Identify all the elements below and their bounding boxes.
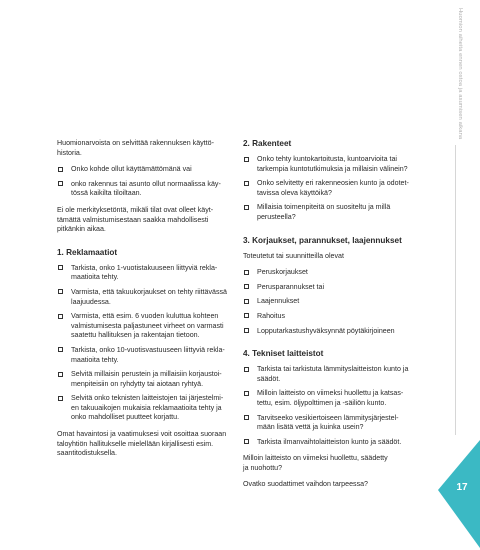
section-heading-korjaukset: 3. Korjaukset, parannukset, laajennukset [243, 235, 402, 245]
checklist-item [243, 268, 453, 278]
checklist-item [243, 283, 453, 293]
section-heading-rakenteet: 2. Rakenteet [243, 139, 292, 148]
checklist-item-text: Tarkista tai tarkistuta lämmityslaitteiston kunto ja säädöt. [257, 365, 409, 383]
checklist-item-text: Varmista, että takuukorjaukset on tehty riittävässä laajuudessa. [71, 287, 228, 306]
checklist-item-text: Lopputarkastushyväksynnät pöytäkirjoineen [257, 326, 395, 335]
tab-shape [430, 440, 480, 548]
checkbox-icon [244, 299, 249, 304]
checklist-item-text: Tarkista ilmanvaihtolaitteiston kunto ja säädöt. [257, 437, 402, 446]
intro-paragraph: Huomionarvoista on selvittää rakennuksen käyttö- historia. [57, 139, 214, 157]
checklist-item [243, 327, 453, 337]
checkbox-icon [244, 270, 249, 275]
closing-paragraph: Omat havaintosi ja vaatimuksesi voit osoittaa suoraan taloyhtiön hallitukselle mielellään kirjallisesti esim. saantitodistuksella. [57, 430, 227, 458]
checklist-item [57, 346, 262, 365]
section-heading-reklamaatiot: 1. Reklamaatiot [57, 247, 118, 257]
checklist-item [243, 179, 453, 198]
checklist-item-text: Tarkista, onko 10-vuotisvastuuseen liittyviä rekla- maatioita tehty. [71, 345, 225, 364]
korjaukset-checklist [243, 268, 453, 336]
question-paragraph: Ovatko suodattimet vaihdon tarpeessa? [243, 480, 369, 489]
checkbox-icon [58, 265, 63, 270]
checklist-item-text: Milloin laitteisto on viimeksi huollettu ja katsas- tettu, esim. öljypolttimen ja -säiliön kunto. [257, 389, 404, 407]
checkbox-icon [58, 181, 63, 186]
checklist-item-text: Tarkista, onko 1-vuotistakuuseen liittyviä rekla- maatioita tehty. [71, 263, 218, 282]
checkbox-icon [58, 289, 63, 294]
checklist-item-text: Peruskorjaukset [257, 268, 308, 277]
checklist-item-text: Tarvitseeko vesikiertoiseen lämmitysjärjestel- mään lisätä vettä ja kuinka usein? [257, 413, 399, 432]
checkbox-icon [244, 439, 249, 444]
checklist-item-text: Laajennukset [257, 297, 300, 306]
checklist-item-text: Varmista, että esim. 6 vuoden kuluttua kohteen valmistumisesta paljastuneet virheet on varmasti saatettu hallituksen ja rakentajan tietoon. [71, 312, 224, 340]
checklist-item [243, 365, 453, 384]
checklist-item [243, 155, 453, 174]
section-heading-tekniset: 4. Tekniset laitteistot [243, 349, 324, 359]
page-number: 17 [456, 482, 468, 493]
checkbox-icon [58, 372, 63, 377]
korjaukset-intro: Toteutetut tai suunnitteilla olevat [243, 251, 344, 260]
checklist-item-text: Selvitä millaisin perustein ja millaisiin korjaustoi- menpiteisiin on ryhdytty tai aiotaan ryhtyä. [71, 370, 222, 388]
checklist-item [243, 389, 453, 408]
checkbox-icon [58, 347, 63, 352]
checklist-item [243, 312, 453, 322]
tab-triangle [438, 440, 480, 548]
usage-paragraph: Ei ole merkityksetöntä, mikäli tilat ovat olleet käyt- tämättä valmistumisestaan saakka mahdollisesti pitkänkin aikaa. [57, 205, 214, 234]
checklist-item [57, 370, 262, 389]
left-column [57, 139, 262, 466]
question-paragraph: Milloin laitteisto on viimeksi huollettu, säädetty ja nuohottu? [243, 454, 388, 472]
checklist-item-text: Onko kohde ollut käyttämättömänä vai [71, 165, 192, 174]
checklist-item-text: Perusparannukset tai [257, 282, 325, 291]
checkbox-icon [244, 284, 249, 289]
checklist-item-text: Selvitä onko teknisten laitteistojen tai järjestelmi- en takuuaikojen mukaisia reklamaatioita tehty ja onko mahdolliset puutteet korjattu. [71, 394, 224, 422]
checklist-item [243, 297, 453, 307]
checklist-item [57, 264, 262, 283]
checklist-item-text: Millaisia toimenpiteitä on suositeltu ja millä perusteella? [257, 203, 391, 221]
checklist-item-text: Onko selvitetty eri rakenneosien kunto ja odotet- tavissa oleva käyttöikä? [257, 179, 409, 197]
checkbox-icon [244, 313, 249, 318]
intro-checklist [57, 165, 262, 199]
checklist-item [243, 203, 453, 222]
checklist-item-text: Onko tehty kuntokartoitusta, kuntoarvioita tai tarkempia kuntotutkimuksia ja millaisin välinein? [257, 155, 408, 173]
right-column [243, 139, 453, 497]
tekniset-checklist [243, 365, 453, 447]
page-number-tab [430, 440, 480, 550]
reklamaatiot-checklist [57, 264, 262, 423]
checkbox-icon [244, 181, 249, 186]
checkbox-icon [244, 367, 249, 372]
checklist-item [57, 288, 262, 307]
checkbox-icon [58, 314, 63, 319]
checklist-item-text: onko rakennus tai asunto ollut normaalissa käy- tössä kaikilta tiloiltaan. [71, 179, 221, 198]
checkbox-icon [244, 157, 249, 162]
rakenteet-checklist [243, 155, 453, 223]
checkbox-icon [244, 205, 249, 210]
side-divider-line [455, 145, 456, 435]
checklist-item [57, 165, 262, 175]
checklist-item [57, 180, 262, 199]
checklist-item [57, 394, 262, 423]
checkbox-icon [244, 415, 249, 420]
checklist-item-text: Rahoitus [257, 311, 285, 320]
checklist-item [57, 312, 262, 341]
checkbox-icon [244, 328, 249, 333]
checkbox-icon [58, 167, 63, 172]
checklist-item [243, 414, 453, 433]
side-running-header: Huomion aiheita ennen ostoa ja asumisen aikana [457, 8, 463, 140]
checkbox-icon [244, 391, 249, 396]
checklist-item [243, 438, 453, 448]
checkbox-icon [58, 396, 63, 401]
